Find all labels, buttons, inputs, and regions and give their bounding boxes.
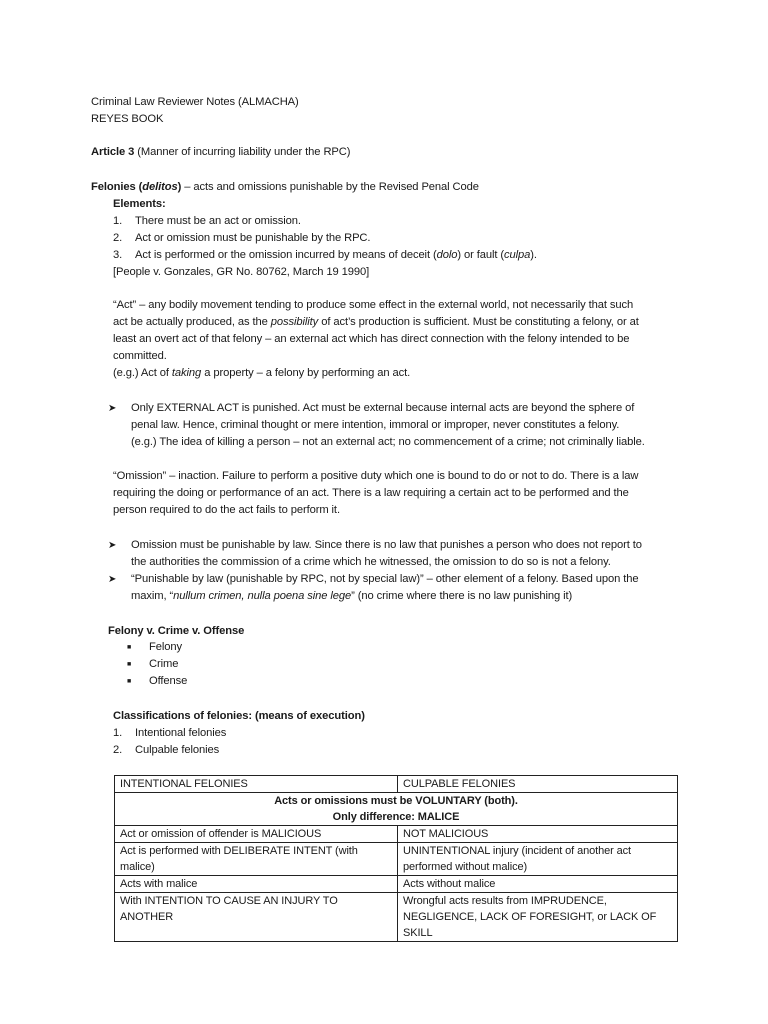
- table-cell: NOT MALICIOUS: [398, 826, 678, 843]
- act-paragraph-line: committed.: [113, 350, 167, 362]
- act-text-italic: possibility: [270, 316, 319, 328]
- classification-number: 2.: [113, 744, 123, 756]
- element-text-part: Act is performed or the omission incurred by means of deceit (: [135, 249, 437, 261]
- case-citation: [People v. Gonzales, GR No. 80762, March 19 1990]: [113, 266, 370, 278]
- element-text: There must be an act or omission.: [135, 215, 301, 227]
- classifications-title: Classifications of felonies: (means of execution): [113, 710, 365, 722]
- act-text: of act’s production is sufficient. Must be constituting a felony, or at: [318, 316, 639, 328]
- felony-v-item: Crime: [149, 658, 179, 670]
- bullet-line: Omission must be punishable by law. Since there is no law that punishes a person who does not report to: [131, 539, 642, 551]
- element-number: 3.: [113, 249, 123, 261]
- article-text: (Manner of incurring liability under the RPC): [134, 146, 351, 158]
- act-example-text: (e.g.) Act of: [113, 367, 172, 379]
- bullet-line: (e.g.) The idea of killing a person – not an external act; no commencement of a crime; not criminally liable.: [131, 436, 645, 448]
- maxim-text: ” (no crime where there is no law punishing it): [351, 590, 573, 602]
- element-text: Act or omission must be punishable by the RPC.: [135, 232, 371, 244]
- table-row: [115, 893, 678, 942]
- table-cell: With INTENTION TO CAUSE AN INJURY TO ANOTHER: [115, 893, 398, 942]
- arrow-bullet-icon: ➤: [108, 574, 117, 585]
- arrow-bullet-icon: ➤: [108, 403, 117, 414]
- act-example: [113, 366, 410, 381]
- doc-subtitle: REYES BOOK: [91, 113, 164, 125]
- felony-v-title: Felony v. Crime v. Offense: [108, 625, 245, 637]
- classification-text: Intentional felonies: [135, 727, 227, 739]
- omission-line: requiring the doing or performance of an act. There is a law requiring a certain act to be performed and the: [113, 487, 629, 499]
- element-text-dolo: dolo: [436, 249, 458, 261]
- table-row: [115, 826, 678, 843]
- act-paragraph-line: least an overt act of that felony – an external act which has direct connection with the felony intended to be: [113, 333, 630, 345]
- bullet-line: penal law. Hence, criminal thought or mere intention, immoral or improper, never constitutes a felony.: [131, 419, 620, 431]
- arrow-bullet-icon: ➤: [108, 540, 117, 551]
- act-paragraph-line: [113, 315, 639, 330]
- element-text-part: ) or fault (: [457, 249, 505, 261]
- article-heading: [91, 145, 350, 160]
- maxim-text: maxim, “: [131, 590, 174, 602]
- article-label: Article 3: [91, 146, 135, 158]
- table-cell: UNINTENTIONAL injury (incident of another act performed without malice): [398, 843, 678, 876]
- table-cell: Wrongful acts results from IMPRUDENCE, NEGLIGENCE, LACK OF FORESIGHT, or LACK OF SKILL: [398, 893, 678, 942]
- act-example-italic: taking: [171, 367, 202, 379]
- element-number: 2.: [113, 232, 123, 244]
- maxim-italic: nullum crimen, nulla poena sine lege: [173, 590, 352, 602]
- table-cell: Acts with malice: [115, 876, 398, 893]
- table-merged-cell: Only difference: MALICE: [115, 809, 678, 826]
- square-bullet-icon: ■: [127, 644, 132, 651]
- bullet-line: the authorities the commission of a crime which he witnessed, the omission to do so is not a felony.: [131, 556, 611, 568]
- felony-v-item: Felony: [149, 641, 182, 653]
- doc-title: Criminal Law Reviewer Notes (ALMACHA): [91, 96, 299, 108]
- felonies-term-italic: delitos: [142, 181, 178, 193]
- felony-v-item: Offense: [149, 675, 188, 687]
- felonies-term-close: ): [177, 181, 182, 193]
- classification-text: Culpable felonies: [135, 744, 220, 756]
- bullet-line: [131, 589, 572, 604]
- table-merged-row: [115, 809, 678, 826]
- bullet-line: Only EXTERNAL ACT is punished. Act must be external because internal acts are beyond the sphere of: [131, 402, 635, 414]
- elements-label: Elements:: [113, 198, 166, 210]
- felonies-definition-text: – acts and omissions punishable by the Revised Penal Code: [181, 181, 479, 193]
- table-row: [115, 876, 678, 893]
- element-number: 1.: [113, 215, 123, 227]
- element-text: [135, 248, 537, 263]
- element-text-part: ).: [530, 249, 537, 261]
- felonies-definition: [91, 180, 479, 195]
- table-cell: Acts without malice: [398, 876, 678, 893]
- table-cell: Act or omission of offender is MALICIOUS: [115, 826, 398, 843]
- table-header-cell: CULPABLE FELONIES: [398, 776, 678, 793]
- table-cell: Act is performed with DELIBERATE INTENT (with malice): [115, 843, 398, 876]
- element-text-culpa: culpa: [504, 249, 531, 261]
- table-merged-cell: Acts or omissions must be VOLUNTARY (both).: [115, 793, 678, 810]
- felonies-term: Felonies (: [91, 181, 143, 193]
- classification-number: 1.: [113, 727, 123, 739]
- table-header-row: [115, 776, 678, 793]
- omission-line: “Omission” – inaction. Failure to perform a positive duty which one is bound to do or not to do. There is a law: [113, 470, 639, 482]
- omission-line: person required to do the act fails to perform it.: [113, 504, 340, 516]
- bullet-line: “Punishable by law (punishable by RPC, not by special law)” – other element of a felony. Based upon the: [131, 573, 639, 585]
- act-paragraph-line: “Act” – any bodily movement tending to produce some effect in the external world, not necessarily that such: [113, 299, 634, 311]
- felonies-comparison-table: [114, 775, 678, 942]
- square-bullet-icon: ■: [127, 661, 132, 668]
- act-example-text: a property – a felony by performing an act.: [201, 367, 411, 379]
- act-text: act be actually produced, as the: [113, 316, 271, 328]
- table-row: [115, 843, 678, 876]
- table-merged-row: [115, 793, 678, 810]
- table-header-cell: INTENTIONAL FELONIES: [115, 776, 398, 793]
- square-bullet-icon: ■: [127, 678, 132, 685]
